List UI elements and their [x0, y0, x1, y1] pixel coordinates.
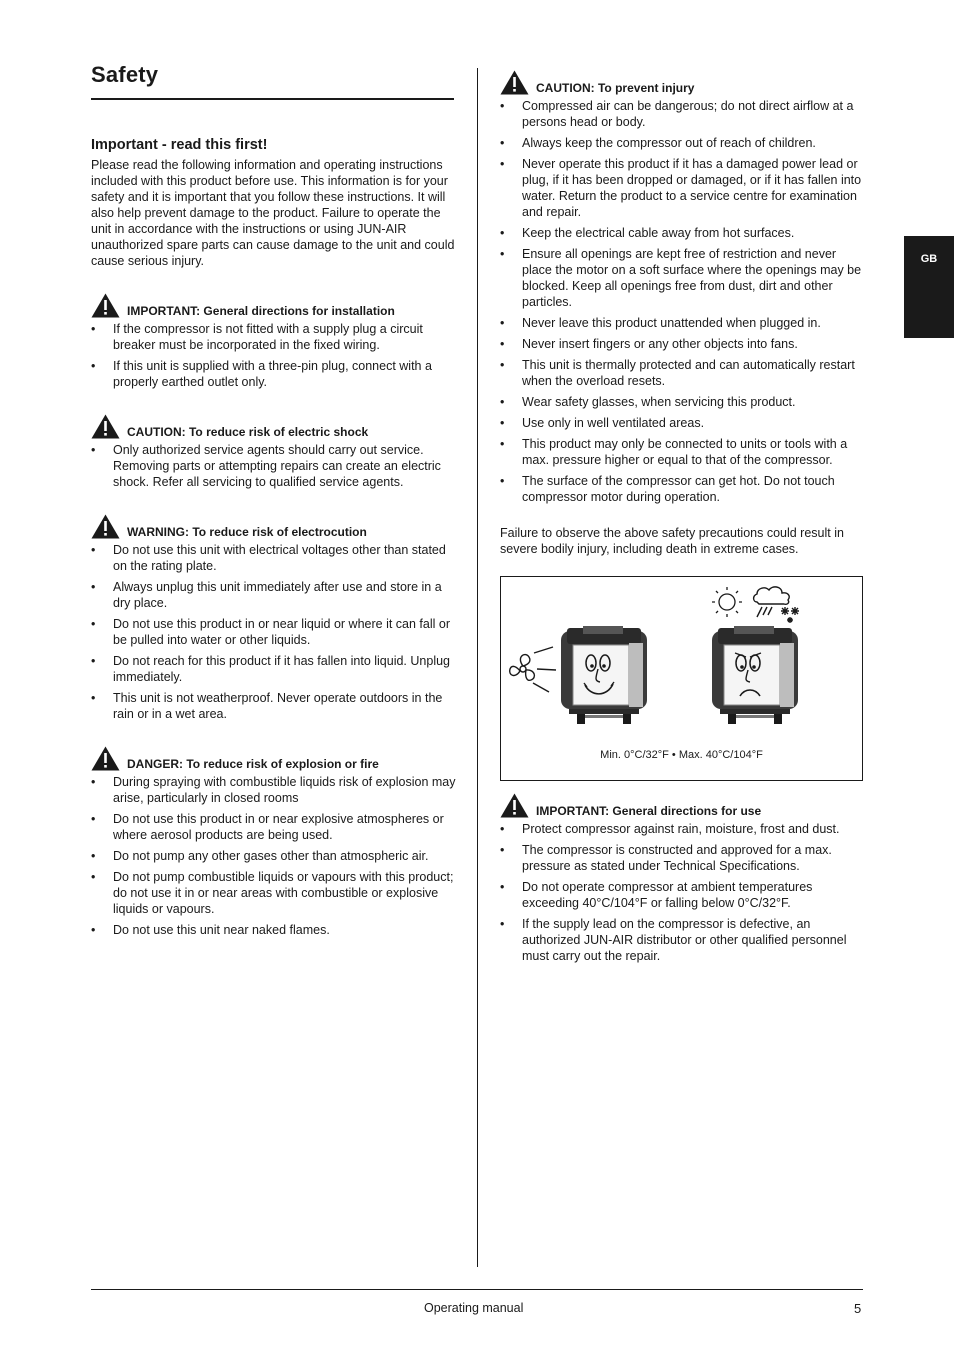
- footer-label: Operating manual: [424, 1301, 524, 1315]
- list-item: • Always unplug this unit immediately after use and store in a dry place.: [91, 579, 457, 611]
- section-prevent-injury: [500, 68, 864, 505]
- list-item: • The compressor is constructed and approved for a max. pressure as stated under Technical Specifications.: [500, 842, 864, 874]
- intro-heading: Important - read this first!: [91, 137, 268, 153]
- list-item: • The surface of the compressor can get hot. Do not touch compressor motor during operation.: [500, 473, 864, 505]
- list-item: • This unit is not weatherproof. Never operate outdoors in the rain or in a wet area.: [91, 690, 457, 722]
- section-heading: IMPORTANT: General directions for installation: [127, 304, 395, 318]
- temperature-figure: [500, 576, 863, 781]
- list-item: • Keep the electrical cable away from hot surfaces.: [500, 225, 864, 241]
- left-column: [91, 136, 457, 943]
- rain-snow-cloud-icon: [754, 587, 799, 623]
- column-divider: [477, 68, 478, 1267]
- list-item: • Only authorized service agents should carry out service. Removing parts or attempting repairs can create an electric shock. Refer all servicing to qualified service agents.: [91, 442, 457, 490]
- section-heading: CAUTION: To prevent injury: [536, 81, 695, 95]
- failure-warning-text: Failure to observe the above safety precautions could result in severe bodily injury, including death in extreme cases.: [500, 526, 844, 556]
- list-item: • Do not operate compressor at ambient temperatures exceeding 40°C/104°F or falling below 0°C/32°F.: [500, 879, 864, 911]
- list-item: • Do not pump any other gases other than atmospheric air.: [91, 848, 457, 864]
- list-item: • This product may only be connected to units or tools with a max. pressure higher or equal to that of the compressor.: [500, 436, 864, 468]
- section-heading: WARNING: To reduce risk of electrocution: [127, 525, 367, 539]
- warning-triangle-icon: [91, 746, 120, 771]
- list-item: • Protect compressor against rain, moisture, frost and dust.: [500, 821, 864, 837]
- bullet-list: [500, 821, 864, 964]
- warning-triangle-icon: [91, 514, 120, 539]
- intro-text: Please read the following information and operating instructions included with this product before use. This information is for your safety and it is important that you follow these instructions. It will also help prevent damage to the product. Failure to operate the unit in accordance with the instructions or using JUN-AIR unauthorized spare parts can cause damage to the unit and could cause serious injury.: [91, 158, 455, 268]
- list-item: • Do not use this unit with electrical voltages other than stated on the rating plate.: [91, 542, 457, 574]
- happy-compressor: [561, 626, 647, 724]
- language-tab[interactable]: GB: [904, 236, 954, 338]
- list-item: • Wear safety glasses, when servicing this product.: [500, 394, 864, 410]
- list-item: • Do not reach for this product if it has fallen into liquid. Unplug immediately.: [91, 653, 457, 685]
- list-item: • During spraying with combustible liquids risk of explosion may arise, particularly in closed rooms: [91, 774, 457, 806]
- section-heading: CAUTION: To reduce risk of electric shock: [127, 425, 369, 439]
- warning-triangle-icon: [91, 293, 120, 318]
- section-heading: DANGER: To reduce risk of explosion or fire: [127, 757, 379, 771]
- title-rule: [91, 98, 454, 100]
- list-item: • Do not use this unit near naked flames.: [91, 922, 457, 938]
- bullet-list: [91, 542, 457, 722]
- warning-triangle-icon: [500, 793, 529, 818]
- fan-icon: [510, 647, 556, 692]
- list-item: • If the compressor is not fitted with a supply plug a circuit breaker must be incorporated in the fixed wiring.: [91, 321, 457, 353]
- bullet-list: [91, 774, 457, 938]
- list-item: • Do not pump combustible liquids or vapours with this product; do not use it in or near areas with combustible or explosive liquids or vapours.: [91, 869, 457, 917]
- figure-caption: Min. 0°C/32°F • Max. 40°C/104°F: [600, 749, 763, 761]
- list-item: • Compressed air can be dangerous; do not direct airflow at a persons head or body.: [500, 98, 864, 130]
- list-item: • Never leave this product unattended when plugged in.: [500, 315, 864, 331]
- list-item: • Do not use this product in or near explosive atmospheres or where aerosol products are being used.: [91, 811, 457, 843]
- list-item: • If this unit is supplied with a three-pin plug, connect with a properly earthed outlet only.: [91, 358, 457, 390]
- warning-triangle-icon: [91, 414, 120, 439]
- list-item: • Use only in well ventilated areas.: [500, 415, 864, 431]
- list-item: • This unit is thermally protected and can automatically restart when the overload resets.: [500, 357, 864, 389]
- bullet-list: [91, 321, 457, 390]
- sun-icon: [712, 587, 742, 617]
- section-electrocution: [91, 512, 457, 722]
- footer-rule: [91, 1289, 863, 1290]
- sad-compressor: [712, 626, 798, 724]
- section-directions-for-use: [500, 791, 864, 964]
- section-installation: [91, 291, 457, 390]
- list-item: • If the supply lead on the compressor is defective, an authorized JUN-AIR distributor or other qualified personnel must carry out the repair.: [500, 916, 864, 964]
- list-item: • Always keep the compressor out of reach of children.: [500, 135, 864, 151]
- warning-triangle-icon: [500, 70, 529, 95]
- page-title: Safety: [91, 62, 159, 87]
- list-item: • Do not use this product in or near liquid or where it can fall or be pulled into water or other liquids.: [91, 616, 457, 648]
- list-item: • Never operate this product if it has a damaged power lead or plug, if it has been dropped or damaged, or if it has fallen into water. Return the product to a service centre for examination and repair.: [500, 156, 864, 220]
- section-heading: IMPORTANT: General directions for use: [536, 804, 762, 818]
- section-electric-shock: [91, 412, 457, 490]
- section-explosion-fire: [91, 744, 457, 938]
- bullet-list: [500, 98, 864, 505]
- page-number: 5: [854, 1301, 862, 1316]
- list-item: • Never insert fingers or any other objects into fans.: [500, 336, 864, 352]
- list-item: • Ensure all openings are kept free of restriction and never place the motor on a soft surface where the openings may be blocked. Keep all openings free from dust, dirt and other particles.: [500, 246, 864, 310]
- right-column: [500, 68, 864, 969]
- bullet-list: [91, 442, 457, 490]
